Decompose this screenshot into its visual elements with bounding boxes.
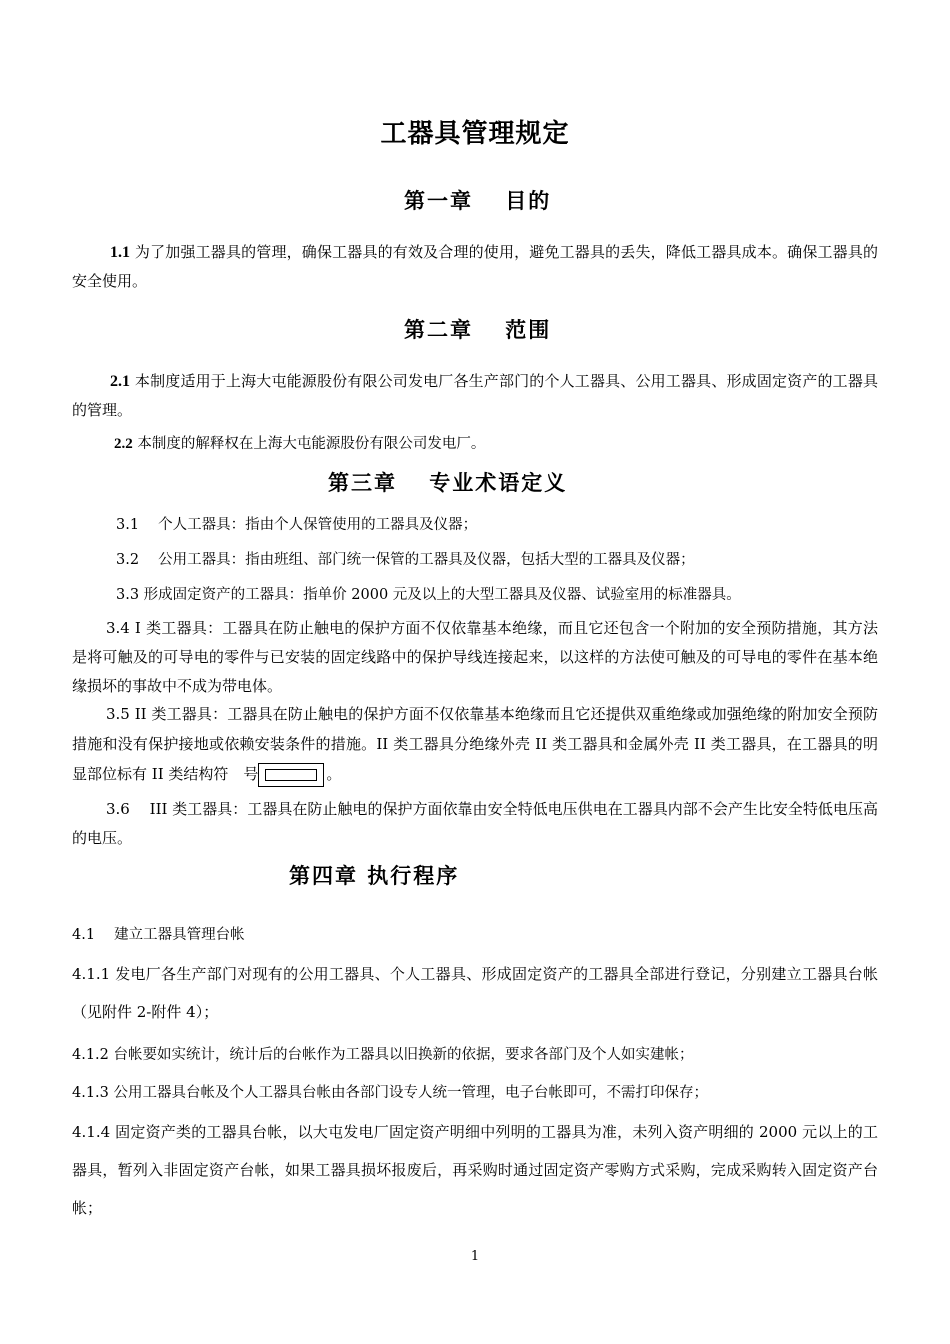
- paragraph-3-3: 3.3 形成固定资产的工器具：指单价 2000 元及以上的大型工器具及仪器、试验室用的标准器具。: [116, 587, 741, 603]
- paragraph-4-1: 4.1 建立工器具管理台帐: [72, 927, 245, 943]
- clause-text: 本制度的解释权在上海大屯能源股份有限公司发电厂。: [132, 436, 486, 452]
- clause-text: 本制度适用于上海大屯能源股份有限公司发电厂各生产部门的个人工器具、公用工器具、形成固定资产的工器具的管理。: [72, 372, 878, 419]
- clause-text: 为了加强工器具的管理，确保工器具的有效及合理的使用，避免工器具的丢失，降低工器具成本。确保工器具的安全使用。: [72, 243, 878, 290]
- paragraph-3-4: 3.4 Ⅰ 类工器具：工器具在防止触电的保护方面不仅依靠基本绝缘，而且它还包含一个附加的安全预防措施，其方法是将可触及的可导电的零件与已安装的固定线路中的保护导线连接起来，以这样的方法使可触及的可导电的零件在基本绝缘损坏的事故中不成为带电体。: [72, 619, 878, 695]
- clause-text-end: 。: [326, 765, 342, 783]
- paragraph-4-1-1: 4.1.1 发电厂各生产部门对现有的公用工器具、个人工器具、形成固定资产的工器具全部进行登记，分别建立工器具台帐（见附件 2-附件 4）；: [72, 965, 878, 1021]
- clause-number: 1.1: [110, 244, 130, 261]
- document-title: 工器具管理规定: [380, 119, 570, 149]
- paragraph-2-1: [72, 367, 878, 425]
- paragraph-3-6: 3.6 III 类工器具：工器具在防止触电的保护方面依靠由安全特低电压供电在工器具内部不会产生比安全特低电压高的电压。: [72, 800, 878, 847]
- paragraph-2-2: [72, 432, 920, 453]
- page-number: 1: [470, 1249, 480, 1264]
- paragraph-3-5: [72, 699, 878, 789]
- paragraph-4-1-4: 4.1.4 固定资产类的工器具台帐，以大屯发电厂固定资产明细中列明的工器具为准，未列入资产明细的 2000 元以上的工器具，暂列入非固定资产台帐，如果工器具损坏报废后，再采购时通过固定资产零购方式采购，完成采购转入固定资产台帐；: [72, 1123, 878, 1217]
- chapter-3-heading: 第三章 专业术语定义: [328, 471, 568, 495]
- chapter-2-heading: 第二章 范围: [404, 318, 552, 342]
- clause-number: 2.1: [110, 373, 130, 390]
- paragraph-4-1-3: 4.1.3 公用工器具台帐及个人工器具台帐由各部门设专人统一管理，电子台帐即可，不需打印保存；: [72, 1085, 708, 1101]
- chapter-4-heading: 第四章 执行程序: [289, 864, 460, 888]
- paragraph-3-2: 3.2 公用工器具：指由班组、部门统一保管的工器具及仪器，包括大型的工器具及仪器；: [116, 552, 695, 568]
- clause-text: 3.5 II 类工器具：工器具在防止触电的保护方面不仅依靠基本绝缘而且它还提供双重绝缘或加强绝缘的附加安全预防措施和没有保护接地或依赖安装条件的措施。II 类工器具分绝缘外壳 II 类工器具和金属外壳 II 类工器具，在工器具的明显部位标有 II 类结构符 号: [72, 705, 878, 783]
- paragraph-4-1-2: 4.1.2 台帐要如实统计，统计后的台帐作为工器具以旧换新的依据，要求各部门及个人如实建帐；: [72, 1047, 694, 1063]
- chapter-1-heading: 第一章 目的: [404, 189, 552, 213]
- clause-number: 2.2: [114, 436, 133, 452]
- class-ii-symbol-icon: [258, 763, 324, 787]
- paragraph-3-1: 3.1 个人工器具：指由个人保管使用的工器具及仪器；: [116, 517, 478, 533]
- paragraph-1-1: [72, 238, 878, 296]
